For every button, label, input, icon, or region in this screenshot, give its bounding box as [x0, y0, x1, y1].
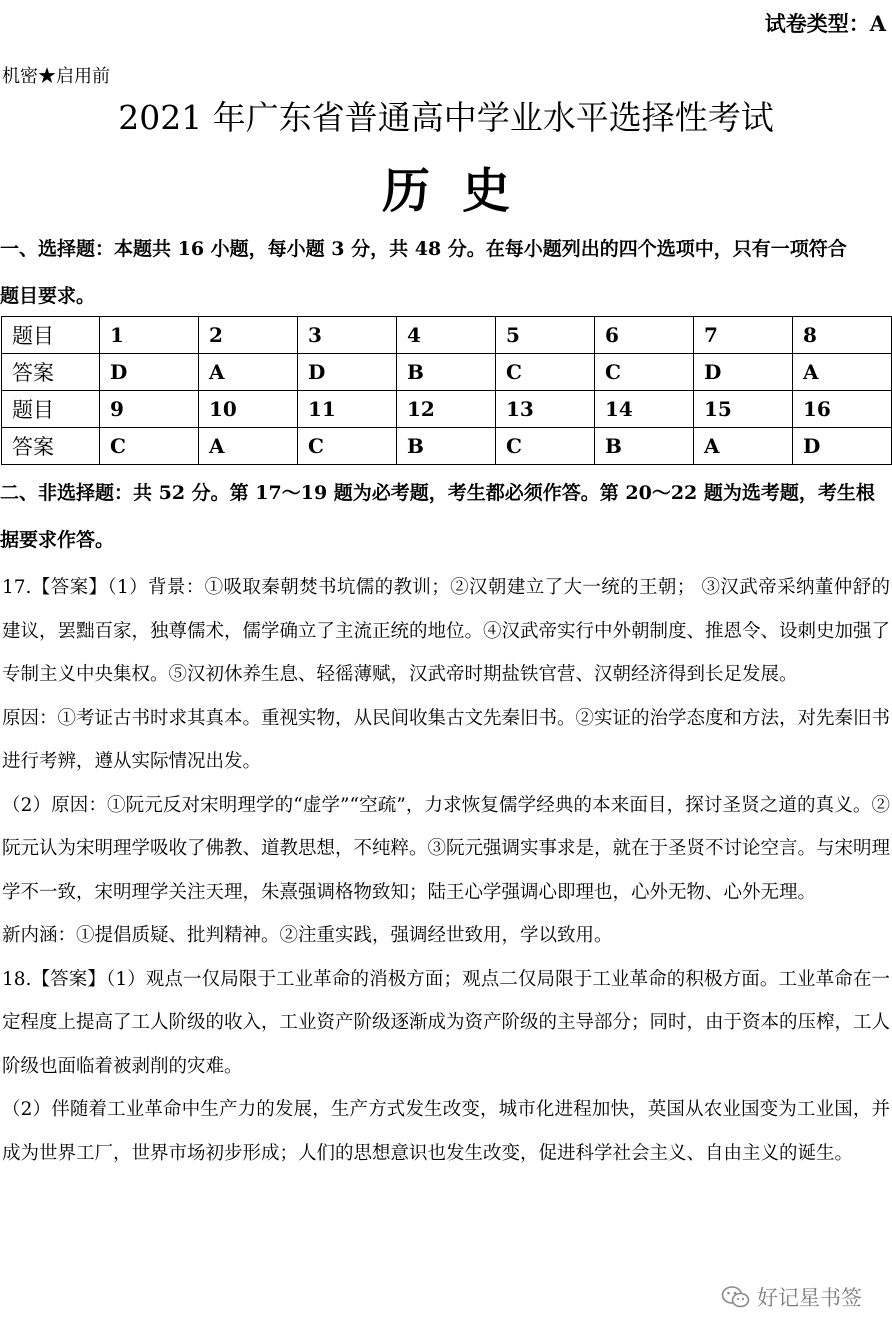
table-cell: D — [694, 354, 793, 391]
table-cell: 16 — [793, 391, 892, 428]
answer-table — [1, 316, 892, 465]
table-cell: D — [793, 428, 892, 465]
watermark-text: 好记星书签 — [757, 1286, 862, 1310]
table-cell: A — [694, 428, 793, 465]
table-cell: 15 — [694, 391, 793, 428]
table-cell: D — [100, 354, 199, 391]
table-cell: B — [397, 354, 496, 391]
q17-new-meaning-answer: 新内涵：①提倡质疑、批判精神。②注重实践，强调经世致用，学以致用。 — [2, 925, 613, 946]
answer-body — [2, 566, 890, 1175]
exam-title: 2021 年广东省普通高中学业水平选择性考试 — [118, 98, 774, 137]
table-cell: D — [298, 354, 397, 391]
table-row — [2, 391, 892, 428]
table-cell: 12 — [397, 391, 496, 428]
q17-part1-answer: 17.【答案】（1）背景：①吸取秦朝焚书坑儒的教训；②汉朝建立了大一统的王朝； ③汉武帝采纳董仲舒的建议，罢黜百家，独尊儒术，儒学确立了主流正统的地位。④汉武帝实行中外朝制度、推恩令、设刺史加强了专制主义中央集权。⑤汉初休养生息、轻徭薄赋，汉武帝时期盐铁官营、汉朝经济得到长足发展。 — [2, 577, 891, 685]
q18-part1-answer: 18.【答案】（1）观点一仅局限于工业革命的消极方面；观点二仅局限于工业革命的积极方面。工业革命在一定程度上提高了工人阶级的收入，工业资产阶级逐渐成为资产阶级的主导部分；同时，由于资本的压榨，工人阶级也面临着被剥削的灾难。 — [2, 968, 891, 1077]
table-row — [2, 428, 892, 465]
table-cell: 13 — [496, 391, 595, 428]
section1-heading-line1: 一、选择题：本题共 16 小题，每小题 3 分，共 48 分。在每小题列出的四个选项中，只有一项符合 — [0, 238, 847, 260]
subject-title: 历史 — [381, 163, 542, 219]
table-cell: 3 — [298, 317, 397, 354]
section2-heading-line2: 据要求作答。 — [0, 529, 115, 551]
table-cell: 7 — [694, 317, 793, 354]
table-cell: A — [199, 428, 298, 465]
table-cell: C — [496, 354, 595, 391]
table-cell: 8 — [793, 317, 892, 354]
table-cell: B — [397, 428, 496, 465]
table-cell: A — [793, 354, 892, 391]
table-cell: 1 — [100, 317, 199, 354]
table-row — [2, 354, 892, 391]
table-cell: 5 — [496, 317, 595, 354]
wechat-icon — [721, 1285, 751, 1314]
section1-heading-line2: 题目要求。 — [0, 285, 96, 307]
table-cell: C — [496, 428, 595, 465]
table-cell: 题目 — [2, 391, 100, 428]
table-cell: B — [595, 428, 694, 465]
table-cell: C — [100, 428, 199, 465]
exam-type-label: 试卷类型：A — [764, 11, 886, 36]
section1-heading — [0, 226, 892, 320]
confidential-label: 机密★启用前 — [2, 66, 110, 87]
table-cell: 14 — [595, 391, 694, 428]
table-row — [2, 317, 892, 354]
watermark — [721, 1282, 862, 1314]
q18-part2-answer: （2）伴随着工业革命中生产力的发展，生产方式发生改变，城市化进程加快，英国从农业国变为工业国，并成为世界工厂，世界市场初步形成；人们的思想意识也发生改变，促进科学社会主义、自由主义的诞生。 — [2, 1099, 890, 1164]
q17-reason-answer: 原因：①考证古书时求其真本。重视实物，从民间收集古文先秦旧书。②实证的治学态度和方法，对先秦旧书进行考辨，遵从实际情况出发。 — [2, 707, 891, 772]
table-cell: 题目 — [2, 317, 100, 354]
section2-heading-line1: 二、非选择题：共 52 分。第 17～19 题为必考题，考生都必须作答。第 20～22 题为选考题，考生根 — [0, 482, 875, 504]
table-cell: A — [199, 354, 298, 391]
table-cell: C — [298, 428, 397, 465]
section2-heading — [0, 470, 892, 564]
table-cell: 6 — [595, 317, 694, 354]
table-cell: 11 — [298, 391, 397, 428]
table-cell: 2 — [199, 317, 298, 354]
table-cell: C — [595, 354, 694, 391]
table-cell: 10 — [199, 391, 298, 428]
table-cell: 9 — [100, 391, 199, 428]
q17-part2-answer: （2）原因：①阮元反对宋明理学的“虚学”“空疏”，力求恢复儒学经典的本来面目，探讨圣贤之道的真义。②阮元认为宋明理学吸收了佛教、道教思想，不纯粹。③阮元强调实事求是，就在于圣贤不讨论空言。与宋明理学不一致，宋明理学关注天理，朱熹强调格物致知；陆王心学强调心即理也，心外无物、心外无理。 — [2, 794, 891, 903]
table-cell: 4 — [397, 317, 496, 354]
table-cell: 答案 — [2, 354, 100, 391]
table-cell: 答案 — [2, 428, 100, 465]
